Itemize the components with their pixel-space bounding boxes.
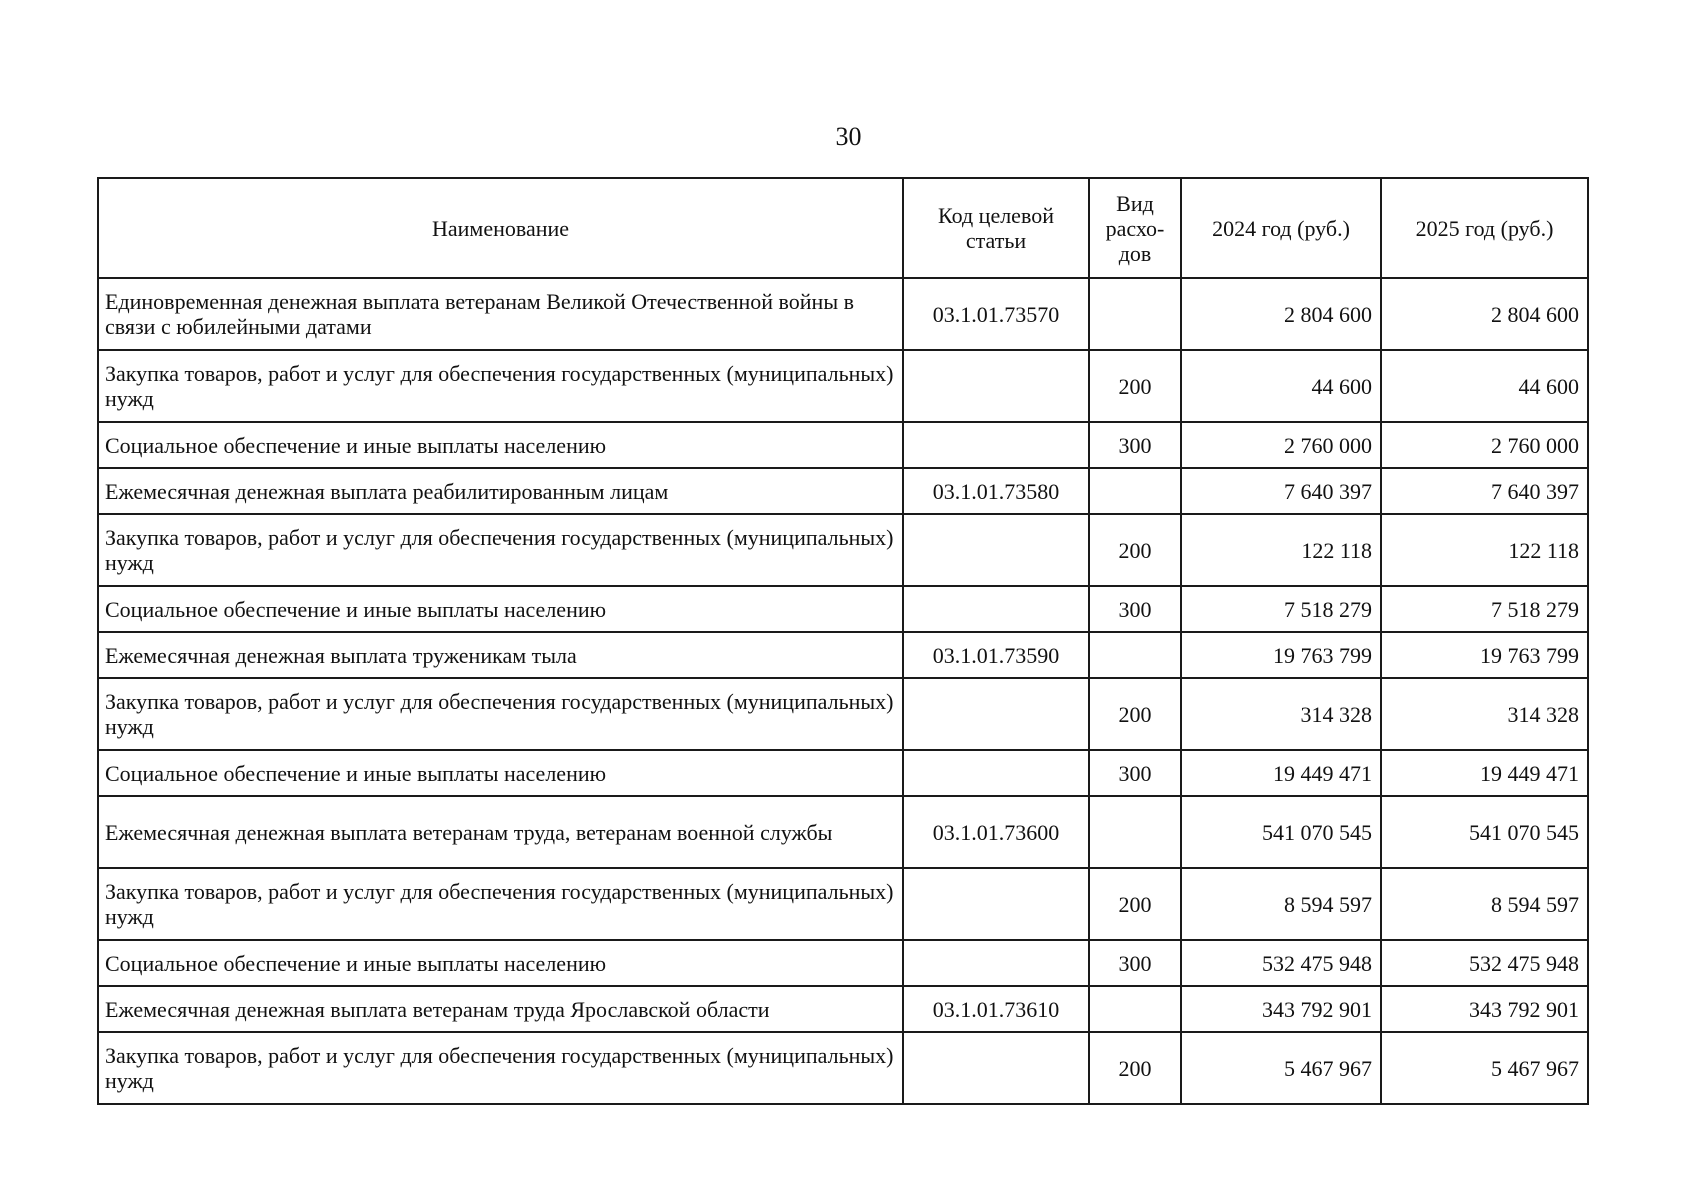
cell-2024: 44 600 bbox=[1181, 350, 1381, 422]
cell-2024: 5 467 967 bbox=[1181, 1032, 1381, 1104]
cell-name: Ежемесячная денежная выплата реабилитированным лицам bbox=[98, 468, 903, 514]
cell-name: Закупка товаров, работ и услуг для обеспечения государственных (муниципальных) нужд bbox=[98, 678, 903, 750]
cell-code bbox=[903, 1032, 1089, 1104]
cell-2025: 44 600 bbox=[1381, 350, 1588, 422]
cell-type: 200 bbox=[1089, 514, 1181, 586]
cell-type bbox=[1089, 468, 1181, 514]
cell-name: Закупка товаров, работ и услуг для обеспечения государственных (муниципальных) нужд bbox=[98, 1032, 903, 1104]
cell-type: 200 bbox=[1089, 868, 1181, 940]
table-header-row bbox=[98, 178, 1588, 278]
cell-type bbox=[1089, 986, 1181, 1032]
table-row bbox=[98, 1032, 1588, 1104]
cell-code bbox=[903, 940, 1089, 986]
cell-2025: 19 763 799 bbox=[1381, 632, 1588, 678]
cell-2025: 8 594 597 bbox=[1381, 868, 1588, 940]
cell-type bbox=[1089, 278, 1181, 350]
cell-2024: 343 792 901 bbox=[1181, 986, 1381, 1032]
cell-type: 200 bbox=[1089, 1032, 1181, 1104]
cell-code bbox=[903, 868, 1089, 940]
table-row bbox=[98, 422, 1588, 468]
cell-code bbox=[903, 750, 1089, 796]
cell-2024: 314 328 bbox=[1181, 678, 1381, 750]
table-row bbox=[98, 940, 1588, 986]
table-row bbox=[98, 278, 1588, 350]
cell-2025: 2 760 000 bbox=[1381, 422, 1588, 468]
header-year-2025: 2025 год (руб.) bbox=[1381, 178, 1588, 278]
cell-name: Закупка товаров, работ и услуг для обеспечения государственных (муниципальных) нужд bbox=[98, 350, 903, 422]
cell-code bbox=[903, 678, 1089, 750]
cell-type: 200 bbox=[1089, 678, 1181, 750]
table-row bbox=[98, 750, 1588, 796]
cell-code: 03.1.01.73600 bbox=[903, 796, 1089, 868]
cell-name: Ежемесячная денежная выплата ветеранам труда Ярославской области bbox=[98, 986, 903, 1032]
cell-2025: 5 467 967 bbox=[1381, 1032, 1588, 1104]
cell-type bbox=[1089, 796, 1181, 868]
cell-2024: 2 804 600 bbox=[1181, 278, 1381, 350]
cell-2025: 2 804 600 bbox=[1381, 278, 1588, 350]
cell-name: Ежемесячная денежная выплата труженикам тыла bbox=[98, 632, 903, 678]
budget-table bbox=[97, 177, 1589, 1105]
cell-code bbox=[903, 514, 1089, 586]
cell-type: 300 bbox=[1089, 422, 1181, 468]
table-row bbox=[98, 350, 1588, 422]
table-row bbox=[98, 586, 1588, 632]
cell-name: Социальное обеспечение и иные выплаты населению bbox=[98, 586, 903, 632]
cell-name: Социальное обеспечение и иные выплаты населению bbox=[98, 422, 903, 468]
cell-name: Закупка товаров, работ и услуг для обеспечения государственных (муниципальных) нужд bbox=[98, 514, 903, 586]
cell-code: 03.1.01.73580 bbox=[903, 468, 1089, 514]
cell-2025: 19 449 471 bbox=[1381, 750, 1588, 796]
cell-2025: 122 118 bbox=[1381, 514, 1588, 586]
cell-code: 03.1.01.73590 bbox=[903, 632, 1089, 678]
page-number: 30 bbox=[835, 122, 862, 151]
cell-2024: 7 640 397 bbox=[1181, 468, 1381, 514]
table-row bbox=[98, 868, 1588, 940]
cell-2024: 532 475 948 bbox=[1181, 940, 1381, 986]
header-name: Наименование bbox=[98, 178, 903, 278]
table-row bbox=[98, 678, 1588, 750]
header-type: Вид расхо- дов bbox=[1089, 178, 1181, 278]
table-row bbox=[98, 796, 1588, 868]
cell-name: Социальное обеспечение и иные выплаты населению bbox=[98, 940, 903, 986]
cell-code: 03.1.01.73570 bbox=[903, 278, 1089, 350]
cell-type bbox=[1089, 632, 1181, 678]
cell-2024: 19 763 799 bbox=[1181, 632, 1381, 678]
cell-2024: 541 070 545 bbox=[1181, 796, 1381, 868]
cell-code bbox=[903, 350, 1089, 422]
table-row bbox=[98, 514, 1588, 586]
cell-name: Социальное обеспечение и иные выплаты населению bbox=[98, 750, 903, 796]
cell-name: Ежемесячная денежная выплата ветеранам труда, ветеранам военной службы bbox=[98, 796, 903, 868]
cell-code: 03.1.01.73610 bbox=[903, 986, 1089, 1032]
cell-type: 300 bbox=[1089, 586, 1181, 632]
cell-2024: 7 518 279 bbox=[1181, 586, 1381, 632]
table-row bbox=[98, 986, 1588, 1032]
cell-code bbox=[903, 586, 1089, 632]
cell-2025: 532 475 948 bbox=[1381, 940, 1588, 986]
cell-type: 200 bbox=[1089, 350, 1181, 422]
header-code: Код целевой статьи bbox=[903, 178, 1089, 278]
cell-code bbox=[903, 422, 1089, 468]
cell-name: Единовременная денежная выплата ветеранам Великой Отечественной войны в связи с юбилейными датами bbox=[98, 278, 903, 350]
table-row bbox=[98, 468, 1588, 514]
cell-type: 300 bbox=[1089, 940, 1181, 986]
cell-type: 300 bbox=[1089, 750, 1181, 796]
cell-2025: 343 792 901 bbox=[1381, 986, 1588, 1032]
cell-2025: 541 070 545 bbox=[1381, 796, 1588, 868]
cell-2025: 7 518 279 bbox=[1381, 586, 1588, 632]
cell-2025: 314 328 bbox=[1381, 678, 1588, 750]
cell-2025: 7 640 397 bbox=[1381, 468, 1588, 514]
cell-2024: 2 760 000 bbox=[1181, 422, 1381, 468]
cell-2024: 19 449 471 bbox=[1181, 750, 1381, 796]
cell-name: Закупка товаров, работ и услуг для обеспечения государственных (муниципальных) нужд bbox=[98, 868, 903, 940]
table-row bbox=[98, 632, 1588, 678]
cell-2024: 122 118 bbox=[1181, 514, 1381, 586]
header-year-2024: 2024 год (руб.) bbox=[1181, 178, 1381, 278]
cell-2024: 8 594 597 bbox=[1181, 868, 1381, 940]
